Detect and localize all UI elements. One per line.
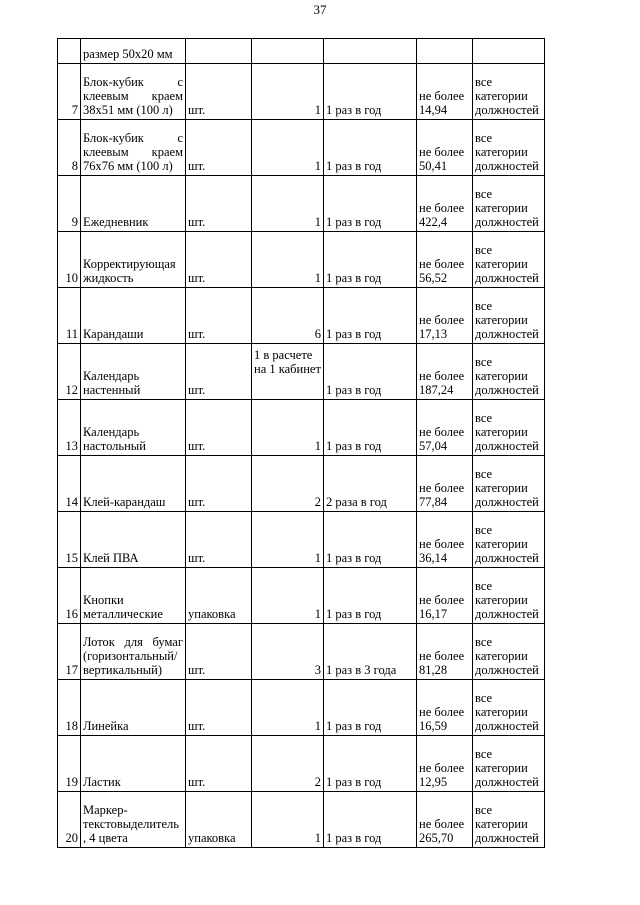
cell-line: размер 50х20 мм bbox=[83, 47, 173, 61]
cell-line: не более bbox=[419, 201, 465, 215]
period: 1 раз в год bbox=[324, 736, 417, 792]
table-row bbox=[58, 176, 545, 232]
cell-line: категории bbox=[475, 649, 528, 663]
cell-line: все bbox=[475, 131, 493, 145]
quantity: 6 bbox=[252, 288, 324, 344]
price bbox=[417, 624, 473, 680]
category bbox=[473, 120, 545, 176]
table-row bbox=[58, 456, 545, 512]
supplies-table bbox=[57, 38, 545, 848]
cell-line: должностей bbox=[475, 495, 539, 509]
cell-line: клеевым краем bbox=[83, 145, 183, 159]
cell-line: настенный bbox=[83, 383, 141, 397]
cell-line: все bbox=[475, 467, 493, 481]
cell-line: настольный bbox=[83, 439, 146, 453]
quantity: 2 bbox=[252, 456, 324, 512]
cell-line: должностей bbox=[475, 383, 539, 397]
cell-line: категории bbox=[475, 705, 528, 719]
category bbox=[473, 512, 545, 568]
cell-line: вертикальный) bbox=[83, 663, 163, 677]
cell-line: должностей bbox=[475, 607, 539, 621]
cell-line: 77,84 bbox=[419, 495, 448, 509]
cell-line: не более bbox=[419, 425, 465, 439]
quantity: 2 bbox=[252, 736, 324, 792]
row-number: 16 bbox=[58, 568, 81, 624]
cell-line: (горизонтальный/ bbox=[83, 649, 178, 663]
price bbox=[417, 39, 473, 64]
item-name bbox=[81, 176, 186, 232]
period: 1 раз в год bbox=[324, 344, 417, 400]
row-number: 12 bbox=[58, 344, 81, 400]
cell-line: должностей bbox=[475, 831, 539, 845]
item-name bbox=[81, 736, 186, 792]
item-name bbox=[81, 624, 186, 680]
unit: упаковка bbox=[186, 568, 252, 624]
price bbox=[417, 400, 473, 456]
table-row bbox=[58, 792, 545, 848]
cell-line: не более bbox=[419, 145, 465, 159]
row-number: 11 bbox=[58, 288, 81, 344]
cell-line: категории bbox=[475, 257, 528, 271]
row-number: 19 bbox=[58, 736, 81, 792]
category bbox=[473, 64, 545, 120]
cell-line: 17,13 bbox=[419, 327, 448, 341]
cell-line: все bbox=[475, 691, 493, 705]
price bbox=[417, 64, 473, 120]
unit: шт. bbox=[186, 456, 252, 512]
cell-line: должностей bbox=[475, 551, 539, 565]
cell-line: все bbox=[475, 187, 493, 201]
cell-line: все bbox=[475, 299, 493, 313]
unit: шт. bbox=[186, 232, 252, 288]
cell-line: все bbox=[475, 747, 493, 761]
cell-line: все bbox=[475, 635, 493, 649]
quantity: 1 bbox=[252, 176, 324, 232]
row-number: 14 bbox=[58, 456, 81, 512]
unit: шт. bbox=[186, 176, 252, 232]
cell-line: категории bbox=[475, 369, 528, 383]
cell-line: Клей ПВА bbox=[83, 551, 139, 565]
cell-line: Блок-кубик с bbox=[83, 131, 183, 145]
row-number bbox=[58, 39, 81, 64]
category bbox=[473, 39, 545, 64]
category bbox=[473, 344, 545, 400]
cell-line: не более bbox=[419, 593, 465, 607]
unit: шт. bbox=[186, 120, 252, 176]
cell-line: не более bbox=[419, 313, 465, 327]
price bbox=[417, 232, 473, 288]
price bbox=[417, 680, 473, 736]
row-number: 13 bbox=[58, 400, 81, 456]
cell-line: категории bbox=[475, 761, 528, 775]
price bbox=[417, 456, 473, 512]
item-name bbox=[81, 120, 186, 176]
category bbox=[473, 456, 545, 512]
period: 1 раз в год bbox=[324, 400, 417, 456]
item-name bbox=[81, 456, 186, 512]
quantity: 1 bbox=[252, 568, 324, 624]
cell-line: категории bbox=[475, 481, 528, 495]
cell-line: , 4 цвета bbox=[83, 831, 128, 845]
period: 1 раз в год bbox=[324, 568, 417, 624]
cell-line: 81,28 bbox=[419, 663, 448, 677]
cell-line: категории bbox=[475, 201, 528, 215]
table-row bbox=[58, 344, 545, 400]
row-number: 9 bbox=[58, 176, 81, 232]
cell-line: должностей bbox=[475, 327, 539, 341]
cell-line: Календарь bbox=[83, 369, 140, 383]
cell-line: не более bbox=[419, 257, 465, 271]
cell-line: все bbox=[475, 579, 493, 593]
row-number: 20 bbox=[58, 792, 81, 848]
category bbox=[473, 680, 545, 736]
unit: шт. bbox=[186, 512, 252, 568]
cell-line: категории bbox=[475, 537, 528, 551]
category bbox=[473, 624, 545, 680]
cell-line: должностей bbox=[475, 775, 539, 789]
row-number: 15 bbox=[58, 512, 81, 568]
table-row bbox=[58, 39, 545, 64]
page-number: 37 bbox=[313, 2, 327, 17]
table-row bbox=[58, 512, 545, 568]
quantity: 1 в расчете на 1 кабинет bbox=[252, 344, 324, 400]
cell-line: 76х76 мм (100 л) bbox=[83, 159, 173, 173]
price bbox=[417, 792, 473, 848]
cell-line: 16,17 bbox=[419, 607, 448, 621]
cell-line: все bbox=[475, 523, 493, 537]
item-name bbox=[81, 680, 186, 736]
item-name bbox=[81, 344, 186, 400]
cell-line: категории bbox=[475, 593, 528, 607]
category bbox=[473, 736, 545, 792]
category bbox=[473, 288, 545, 344]
table-row bbox=[58, 624, 545, 680]
quantity: 3 bbox=[252, 624, 324, 680]
cell-line: Маркер- bbox=[83, 803, 128, 817]
row-number: 17 bbox=[58, 624, 81, 680]
unit: упаковка bbox=[186, 792, 252, 848]
period: 1 раз в год bbox=[324, 512, 417, 568]
category bbox=[473, 568, 545, 624]
cell-line: должностей bbox=[475, 271, 539, 285]
period: 1 раз в год bbox=[324, 232, 417, 288]
cell-line: Календарь bbox=[83, 425, 140, 439]
cell-line: категории bbox=[475, 313, 528, 327]
price bbox=[417, 176, 473, 232]
cell-line: клеевым краем bbox=[83, 89, 183, 103]
unit: шт. bbox=[186, 680, 252, 736]
unit: шт. bbox=[186, 400, 252, 456]
cell-line: Карандаши bbox=[83, 327, 144, 341]
cell-line: не более bbox=[419, 89, 465, 103]
cell-line: категории bbox=[475, 89, 528, 103]
cell-line: категории bbox=[475, 145, 528, 159]
item-name bbox=[81, 568, 186, 624]
cell-line: все bbox=[475, 803, 493, 817]
price bbox=[417, 512, 473, 568]
cell-line: 187,24 bbox=[419, 383, 454, 397]
quantity: 1 bbox=[252, 400, 324, 456]
unit: шт. bbox=[186, 288, 252, 344]
price bbox=[417, 736, 473, 792]
period: 1 раз в год bbox=[324, 680, 417, 736]
item-name bbox=[81, 64, 186, 120]
cell-line: не более bbox=[419, 705, 465, 719]
unit: шт. bbox=[186, 736, 252, 792]
cell-line: не более bbox=[419, 649, 465, 663]
cell-line: должностей bbox=[475, 663, 539, 677]
table-row bbox=[58, 288, 545, 344]
period: 1 раз в 3 года bbox=[324, 624, 417, 680]
cell-line: должностей bbox=[475, 215, 539, 229]
period: 2 раза в год bbox=[324, 456, 417, 512]
price bbox=[417, 288, 473, 344]
period: 1 раз в год bbox=[324, 120, 417, 176]
item-name bbox=[81, 288, 186, 344]
unit: шт. bbox=[186, 64, 252, 120]
cell-line: должностей bbox=[475, 439, 539, 453]
item-name bbox=[81, 512, 186, 568]
price bbox=[417, 344, 473, 400]
period bbox=[324, 39, 417, 64]
table-row bbox=[58, 736, 545, 792]
cell-line: 38х51 мм (100 л) bbox=[83, 103, 173, 117]
cell-line: не более bbox=[419, 481, 465, 495]
table-row bbox=[58, 120, 545, 176]
cell-line: должностей bbox=[475, 719, 539, 733]
period: 1 раз в год bbox=[324, 176, 417, 232]
cell-line: 50,41 bbox=[419, 159, 448, 173]
cell-line: все bbox=[475, 75, 493, 89]
cell-line: 56,52 bbox=[419, 271, 448, 285]
quantity: 1 bbox=[252, 792, 324, 848]
quantity bbox=[252, 39, 324, 64]
period: 1 раз в год bbox=[324, 792, 417, 848]
cell-line: текстовыделитель bbox=[83, 817, 179, 831]
cell-line: 14,94 bbox=[419, 103, 448, 117]
price bbox=[417, 120, 473, 176]
cell-line: Корректирующая bbox=[83, 257, 176, 271]
quantity: 1 bbox=[252, 512, 324, 568]
cell-line: Кнопки bbox=[83, 593, 124, 607]
category bbox=[473, 232, 545, 288]
item-name bbox=[81, 232, 186, 288]
period: 1 раз в год bbox=[324, 64, 417, 120]
table-row bbox=[58, 64, 545, 120]
table-row bbox=[58, 680, 545, 736]
table-row bbox=[58, 400, 545, 456]
cell-line: 36,14 bbox=[419, 551, 448, 565]
period: 1 раз в год bbox=[324, 288, 417, 344]
cell-line: все bbox=[475, 411, 493, 425]
row-number: 8 bbox=[58, 120, 81, 176]
cell-line: должностей bbox=[475, 103, 539, 117]
quantity: 1 bbox=[252, 680, 324, 736]
cell-line: 57,04 bbox=[419, 439, 448, 453]
cell-line: категории bbox=[475, 425, 528, 439]
cell-line: должностей bbox=[475, 159, 539, 173]
cell-line: не более bbox=[419, 761, 465, 775]
cell-line: 422,4 bbox=[419, 215, 448, 229]
cell-line: Блок-кубик с bbox=[83, 75, 183, 89]
cell-line: не более bbox=[419, 369, 465, 383]
table-row bbox=[58, 568, 545, 624]
cell-line: металлические bbox=[83, 607, 163, 621]
table-row bbox=[58, 232, 545, 288]
row-number: 7 bbox=[58, 64, 81, 120]
cell-line: Ластик bbox=[83, 775, 121, 789]
cell-line: все bbox=[475, 355, 493, 369]
cell-line: 12,95 bbox=[419, 775, 448, 789]
item-name bbox=[81, 39, 186, 64]
item-name bbox=[81, 400, 186, 456]
row-number: 18 bbox=[58, 680, 81, 736]
cell-line: не более bbox=[419, 817, 465, 831]
cell-line: Линейка bbox=[83, 719, 129, 733]
price bbox=[417, 568, 473, 624]
row-number: 10 bbox=[58, 232, 81, 288]
category bbox=[473, 400, 545, 456]
quantity: 1 bbox=[252, 120, 324, 176]
cell-line: категории bbox=[475, 817, 528, 831]
unit: шт. bbox=[186, 624, 252, 680]
cell-line: Ежедневник bbox=[83, 215, 149, 229]
cell-line: 16,59 bbox=[419, 719, 448, 733]
quantity: 1 bbox=[252, 232, 324, 288]
cell-line: не более bbox=[419, 537, 465, 551]
unit bbox=[186, 39, 252, 64]
cell-line: Клей-карандаш bbox=[83, 495, 166, 509]
category bbox=[473, 176, 545, 232]
cell-line: Лоток для бумаг bbox=[83, 635, 183, 649]
item-name bbox=[81, 792, 186, 848]
cell-line: 265,70 bbox=[419, 831, 454, 845]
quantity: 1 bbox=[252, 64, 324, 120]
cell-line: все bbox=[475, 243, 493, 257]
unit: шт. bbox=[186, 344, 252, 400]
cell-line: жидкость bbox=[83, 271, 134, 285]
category bbox=[473, 792, 545, 848]
